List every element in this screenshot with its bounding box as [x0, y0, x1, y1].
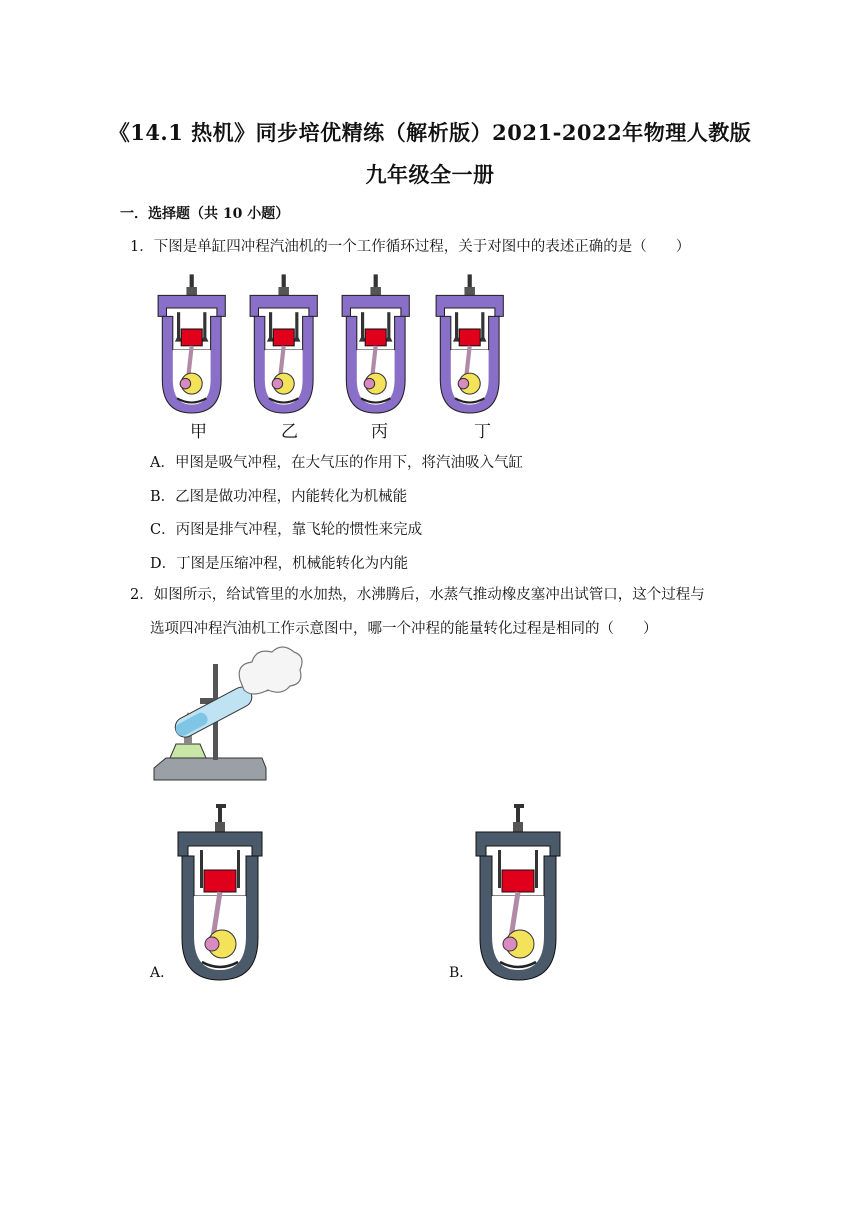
engine-option-b-figure	[476, 804, 560, 980]
q1-option-a: A．甲图是吸气冲程，在大气压的作用下，将汽油吸入气缸	[150, 455, 523, 471]
doc-title-line2: 九年级全一册	[365, 162, 495, 187]
question-1-text: 1．下图是单缸四冲程汽油机的一个工作循环过程，关于对图中的表述正确的是（ ）	[130, 239, 691, 255]
question-2-text-line2: 选项四冲程汽油机工作示意图中，哪一个冲程的能量转化过程是相同的（ ）	[150, 621, 658, 637]
figure-label-jia: 甲	[190, 422, 207, 442]
q1-option-c: C．丙图是排气冲程，靠飞轮的惯性来完成	[150, 522, 423, 538]
question-2-text-line1: 2．如图所示，给试管里的水加热，水沸腾后，水蒸气推动橡皮塞冲出试管口，这个过程与	[130, 587, 705, 603]
q1-option-d: D．丁图是压缩冲程，机械能转化为内能	[150, 556, 409, 572]
doc-title-line1: 《14.1 热机》同步培优精练（解析版）2021-2022年物理人教版	[108, 120, 752, 145]
q1-option-b: B．乙图是做功冲程，内能转化为机械能	[150, 489, 408, 505]
engine-option-a-figure	[178, 804, 262, 980]
section-heading: 一．选择题（共 10 小题）	[120, 206, 290, 222]
figure-label-ding: 丁	[474, 422, 491, 442]
figure-label-bing: 丙	[371, 422, 388, 442]
q2-option-b-label: B．	[449, 965, 474, 981]
figure-label-yi: 乙	[281, 422, 298, 442]
q2-option-a-label: A．	[150, 965, 175, 981]
